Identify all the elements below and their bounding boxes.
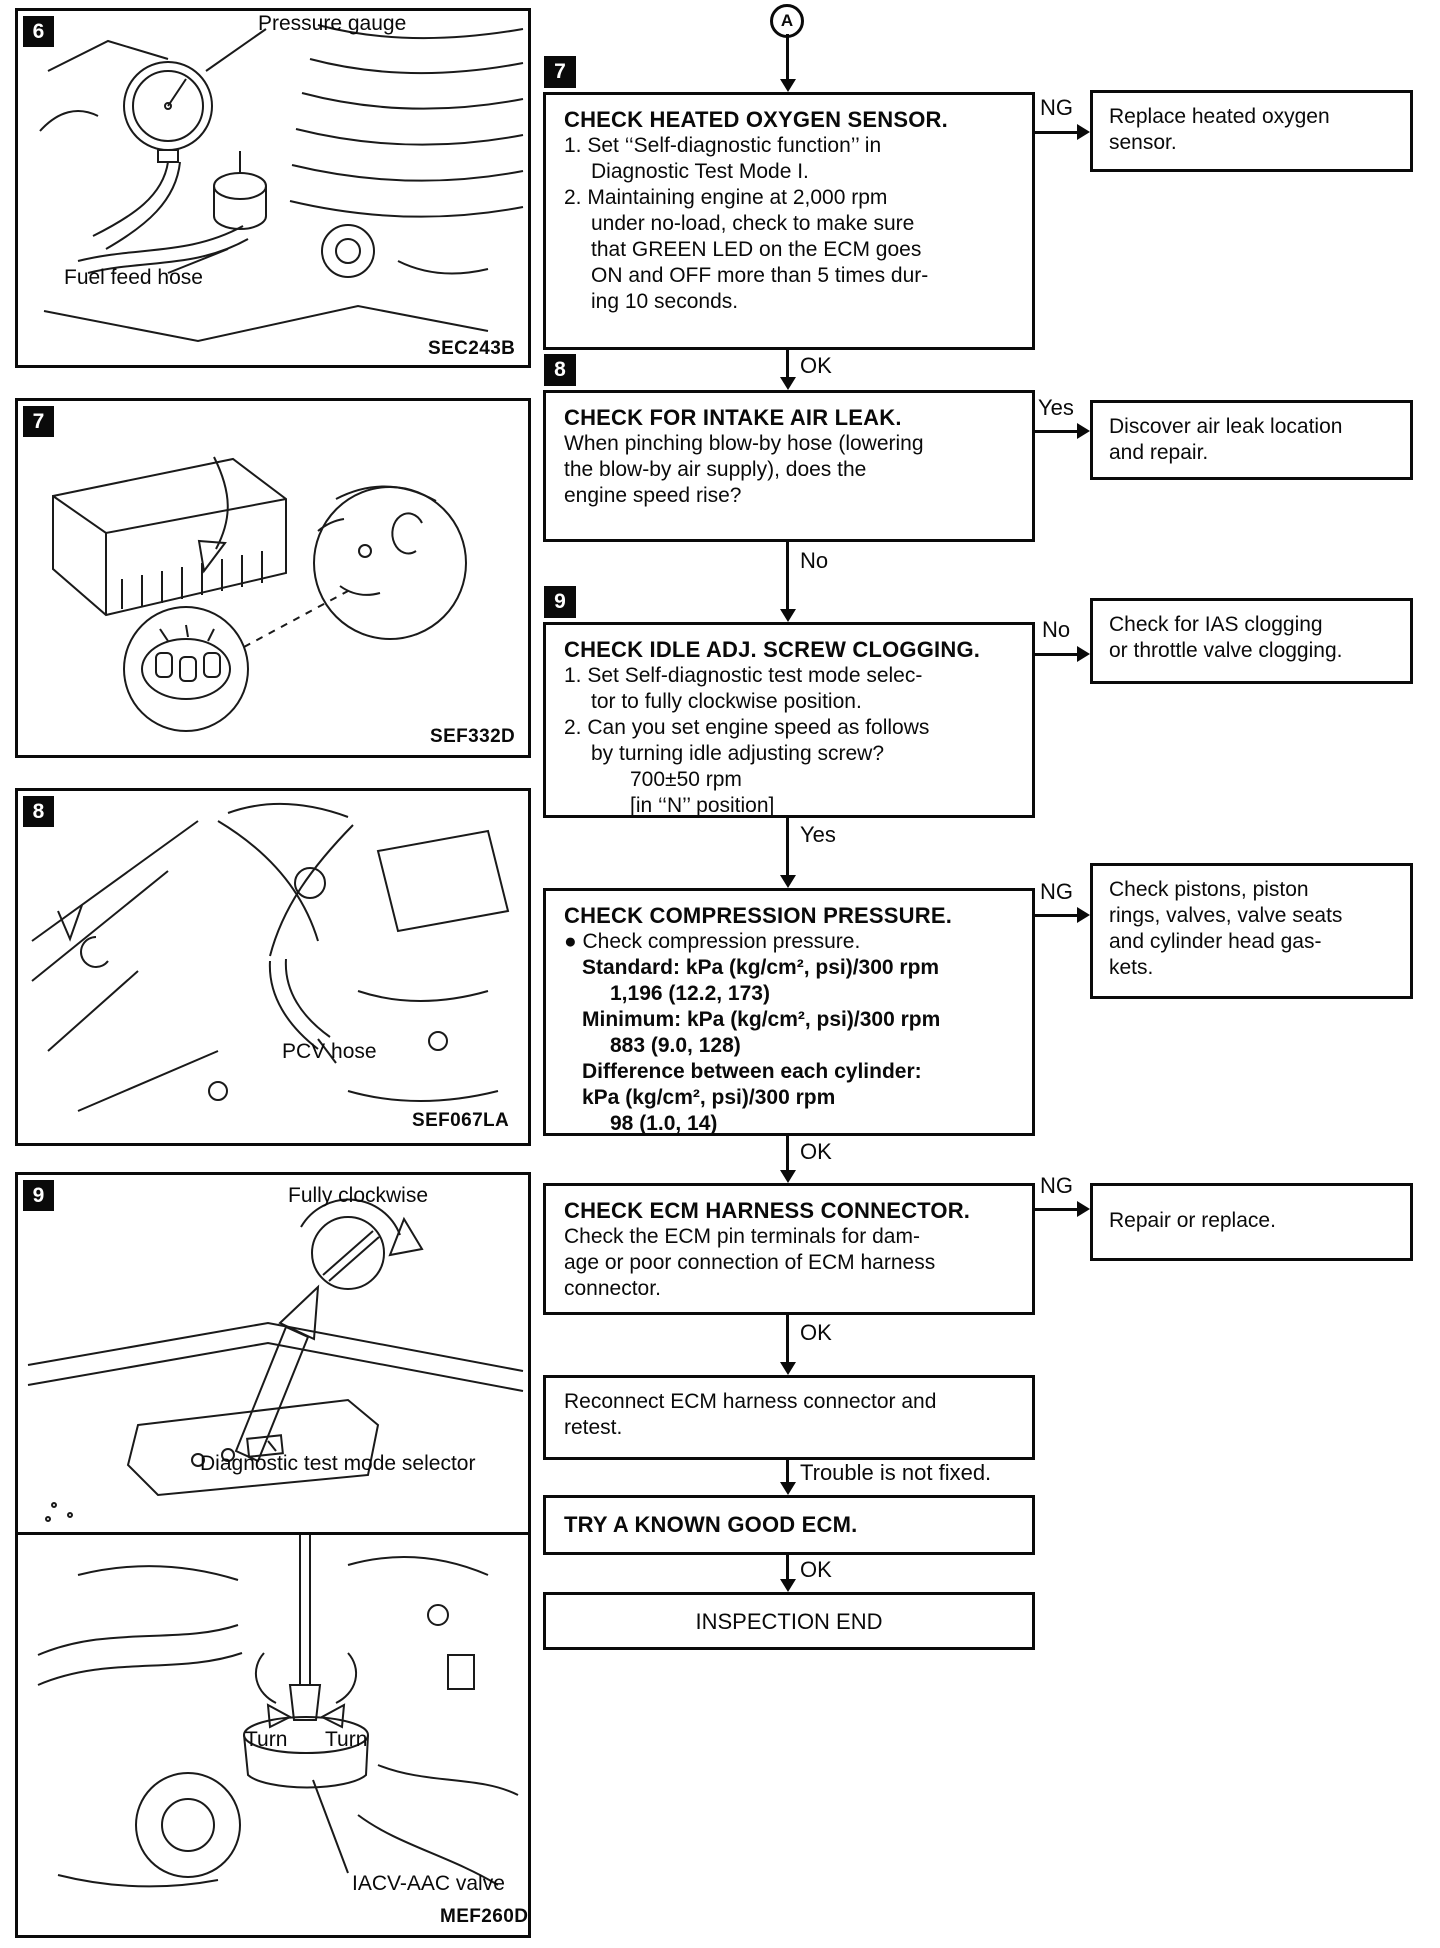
box-line: or throttle valve clogging.: [1109, 639, 1343, 662]
check-pistons-box: [1090, 863, 1413, 999]
box-line: Minimum: kPa (kg/cm², psi)/300 rpm: [582, 1008, 941, 1031]
figure-number-badge: 7: [23, 406, 54, 437]
figure-number-badge: 8: [23, 796, 54, 827]
arrow-right-icon: [1077, 646, 1090, 662]
ecm-inspection-illustration: [18, 401, 528, 753]
box-title: TRY A KNOWN GOOD ECM.: [564, 1512, 858, 1537]
edge-label-ok: OK: [800, 353, 832, 378]
box-line: retest.: [564, 1416, 623, 1439]
arrow-down-icon: [780, 1482, 796, 1495]
flow-connector-a: A: [770, 4, 804, 38]
box-title: CHECK FOR INTAKE AIR LEAK.: [564, 405, 902, 430]
fully-clockwise-label: Fully clockwise: [288, 1184, 429, 1207]
box-title: CHECK ECM HARNESS CONNECTOR.: [564, 1198, 971, 1223]
pcv-hose-label: PCV hose: [282, 1040, 377, 1063]
box-line: ● Check compression pressure.: [564, 930, 861, 953]
box-line: Repair or replace.: [1109, 1209, 1276, 1232]
box-line: 1. Set Self-diagnostic test mode selec-: [564, 664, 923, 687]
figure-code-sef067la: SEF067LA: [412, 1110, 510, 1131]
branch-label-ng: NG: [1040, 1173, 1073, 1198]
figure-code-sef332d: SEF332D: [430, 726, 516, 747]
box-line: Diagnostic Test Mode I.: [591, 160, 809, 183]
box-line: and cylinder head gas-: [1109, 930, 1322, 953]
box-line: kets.: [1109, 956, 1154, 979]
arrow-right-icon: [1077, 907, 1090, 923]
box-line: Reconnect ECM harness connector and: [564, 1390, 937, 1413]
box-line: the blow-by air supply), does the: [564, 458, 867, 481]
box-line: 700±50 rpm: [630, 768, 742, 791]
edge-label-no: No: [800, 548, 829, 573]
check-ecm-harness-connector-box: [543, 1183, 1035, 1315]
box-line: ON and OFF more than 5 times dur-: [591, 264, 929, 287]
flow-line: [786, 542, 789, 612]
inspection-end-box: [543, 1592, 1035, 1650]
flow-line: [786, 350, 789, 380]
edge-label-trouble-not-fixed: Trouble is not fixed.: [800, 1460, 992, 1485]
box-line: 1,196 (12.2, 173): [610, 982, 770, 1005]
try-known-good-ecm-box: [543, 1495, 1035, 1555]
box-title: INSPECTION END: [695, 1609, 883, 1634]
box-line: Check for IAS clogging: [1109, 613, 1323, 636]
check-intake-air-leak-box: [543, 390, 1035, 542]
step-8-badge: 8: [544, 354, 576, 386]
box-line: by turning idle adjusting screw?: [591, 742, 884, 765]
turn-right-label: Turn: [325, 1728, 368, 1751]
edge-label-yes: Yes: [800, 822, 836, 847]
step-7-badge: 7: [544, 56, 576, 88]
box-line: 2. Can you set engine speed as follows: [564, 716, 930, 739]
box-title: CHECK COMPRESSION PRESSURE.: [564, 903, 953, 928]
arrow-down-icon: [780, 1579, 796, 1592]
branch-line: [1035, 131, 1079, 134]
engine-illustration-pressure-gauge: [18, 11, 528, 363]
box-line: 2. Maintaining engine at 2,000 rpm: [564, 186, 888, 209]
arrow-down-icon: [780, 875, 796, 888]
box-line: ing 10 seconds.: [591, 290, 739, 313]
pressure-gauge-label: Pressure gauge: [258, 12, 407, 35]
flow-line: [786, 1136, 789, 1173]
box-line: kPa (kg/cm², psi)/300 rpm: [582, 1086, 836, 1109]
step-9-badge: 9: [544, 586, 576, 618]
box-line: tor to fully clockwise position.: [591, 690, 862, 713]
diagnostic-test-mode-selector-label: Diagnostic test mode selector: [200, 1452, 476, 1475]
connector-line: [786, 34, 789, 82]
branch-line: [1035, 430, 1079, 433]
figure-panel-7: [15, 398, 531, 758]
figure-code-sec243b: SEC243B: [428, 338, 516, 359]
figure-number-badge: 6: [23, 16, 54, 47]
repair-or-replace-box: [1090, 1183, 1413, 1261]
box-line: engine speed rise?: [564, 484, 742, 507]
box-line: under no-load, check to make sure: [591, 212, 915, 235]
branch-label-ng: NG: [1040, 95, 1073, 120]
figure-code-mef260d: MEF260D: [440, 1906, 529, 1927]
arrow-right-icon: [1077, 423, 1090, 439]
arrow-down-icon: [780, 79, 796, 92]
box-title: CHECK IDLE ADJ. SCREW CLOGGING.: [564, 637, 981, 662]
branch-line: [1035, 653, 1079, 656]
box-line: 883 (9.0, 128): [610, 1034, 741, 1057]
box-line: rings, valves, valve seats: [1109, 904, 1343, 927]
turn-left-label: Turn: [245, 1728, 288, 1751]
check-ias-clogging-box: [1090, 598, 1413, 684]
flow-line: [786, 818, 789, 880]
figure-panel-9: [15, 1172, 531, 1535]
arrow-right-icon: [1077, 1201, 1090, 1217]
arrow-down-icon: [780, 609, 796, 622]
branch-label-ng: NG: [1040, 879, 1073, 904]
branch-line: [1035, 914, 1079, 917]
box-title: CHECK HEATED OXYGEN SENSOR.: [564, 107, 948, 132]
box-line: that GREEN LED on the ECM goes: [591, 238, 922, 261]
discover-air-leak-box: [1090, 400, 1413, 480]
replace-heated-oxygen-sensor-box: [1090, 90, 1413, 172]
box-line: [in ‘‘N’’ position]: [630, 794, 775, 817]
box-line: sensor.: [1109, 131, 1177, 154]
flow-line: [786, 1315, 789, 1365]
box-line: 98 (1.0, 14): [610, 1112, 718, 1135]
box-line: connector.: [564, 1277, 661, 1300]
box-line: When pinching blow-by hose (lowering: [564, 432, 924, 455]
arrow-down-icon: [780, 377, 796, 390]
figure-panel-8: [15, 788, 531, 1146]
arrow-right-icon: [1077, 124, 1090, 140]
box-line: 1. Set ‘‘Self-diagnostic function’’ in: [564, 134, 882, 157]
box-line: Check the ECM pin terminals for dam-: [564, 1225, 920, 1248]
edge-label-ok: OK: [800, 1557, 832, 1582]
branch-label-yes: Yes: [1038, 395, 1074, 420]
box-line: Replace heated oxygen: [1109, 105, 1330, 128]
pcv-hose-pinch-illustration: [18, 791, 528, 1141]
branch-label-no: No: [1042, 617, 1071, 642]
branch-line: [1035, 1208, 1079, 1211]
check-heated-oxygen-sensor-box: [543, 92, 1035, 350]
box-line: Check pistons, piston: [1109, 878, 1309, 901]
arrow-down-icon: [780, 1170, 796, 1183]
check-idle-adj-screw-box: [543, 622, 1035, 818]
reconnect-ecm-harness-box: [543, 1375, 1035, 1460]
fuel-feed-hose-label: Fuel feed hose: [64, 266, 203, 289]
arrow-down-icon: [780, 1362, 796, 1375]
edge-label-ok: OK: [800, 1320, 832, 1345]
mode-selector-illustration: [18, 1175, 528, 1530]
box-line: Standard: kPa (kg/cm², psi)/300 rpm: [582, 956, 940, 979]
box-line: Difference between each cylinder:: [582, 1060, 922, 1083]
check-compression-pressure-box: [543, 888, 1035, 1136]
figure-number-badge: 9: [23, 1180, 54, 1211]
edge-label-ok: OK: [800, 1139, 832, 1164]
iacv-aac-valve-label: IACV-AAC valve: [352, 1872, 505, 1895]
box-line: Discover air leak location: [1109, 415, 1343, 438]
figure-panel-6: [15, 8, 531, 368]
box-line: and repair.: [1109, 441, 1209, 464]
box-line: age or poor connection of ECM harness: [564, 1251, 936, 1274]
